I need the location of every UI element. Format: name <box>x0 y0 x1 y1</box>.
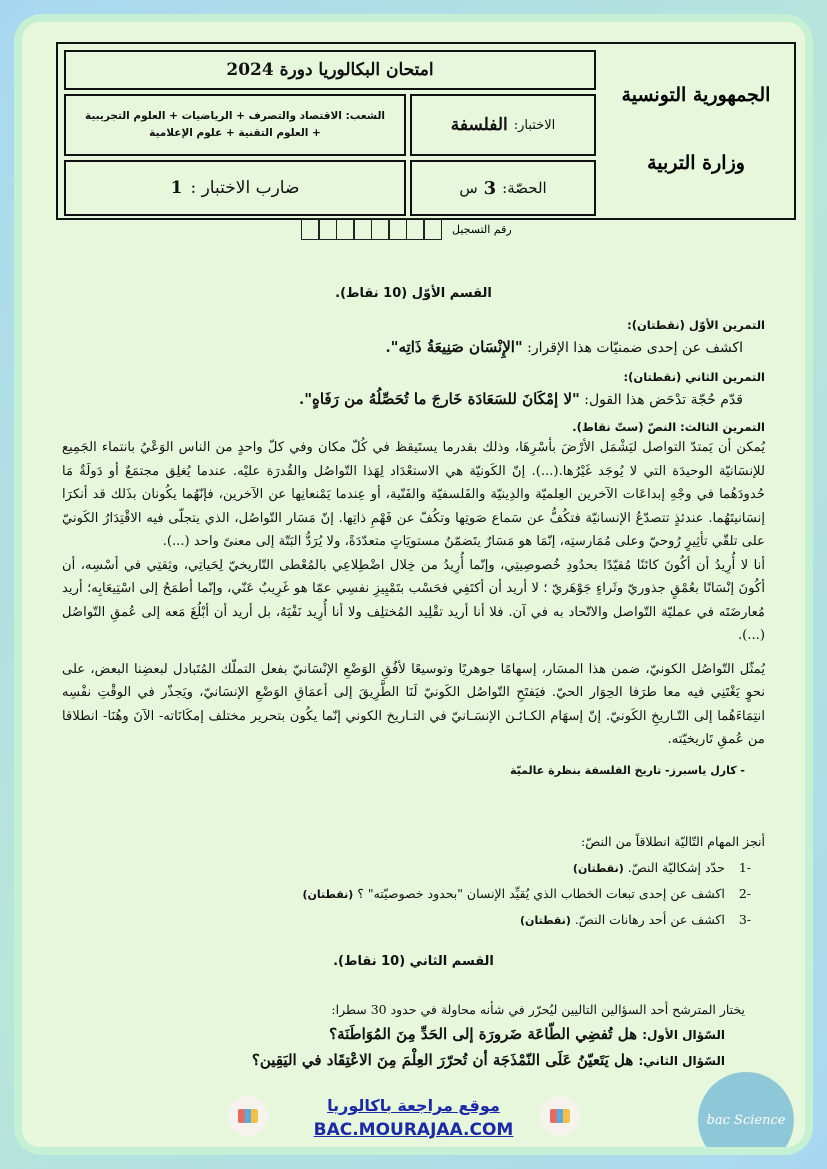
question-2 <box>62 1051 765 1069</box>
task-points: (نقطتان) <box>572 862 624 875</box>
ex1-text: اكشف عن إحدى ضمنيّات هذا الإقرار: <box>522 340 743 356</box>
site-url-link[interactable]: BAC.MOURAJAA.COM <box>313 1120 514 1140</box>
duration-label: الحصّة: <box>502 179 547 197</box>
ex3-title: التمرين الثالث: النصّ (ستّ نقاط). <box>572 420 765 434</box>
task-item <box>62 912 765 927</box>
part1-title-wrap <box>62 286 765 301</box>
exam-header <box>56 42 796 220</box>
q2-text: هل يَتَعيّنُ عَلَى النّمْذَجَة أن تُحرّرَ العِلْمَ مِنَ الاعْتِقَاد في اليَقِين؟ <box>251 1051 639 1069</box>
part2-questions <box>62 1002 765 1069</box>
task-text: حدّد إشكاليّة النصّ. <box>623 860 725 875</box>
task-points: (نقطتان) <box>302 888 354 901</box>
duration-value: 3 <box>483 177 497 199</box>
task-points: (نقطتان) <box>520 914 571 927</box>
tasks-section <box>62 834 765 927</box>
task-item <box>62 886 765 901</box>
text-paragraph-1: يُمكن أن يَمتدّ التواصل ليَشْمَل الأرْضَ بأسْرِهَا، وذلك بقدرما يستَيقظ في كُلّ مكان وفي كلّ واحدٍ من الناس الوَعْيُ بانتماء الجَمِيع للإنسَانيّة الوحيدَة التي لا يُوجَد غَيْرُها.(...). إنّ الكَونيّة هي الاستعْدَاد لِهَذا التّواصُل والقُدرَة عليْه. عندما يُغلِق مجتمَعٌ أو دَولَةٌ مَا حُدودَهُما في وجْهِ إبداعَات الآخرين العِلميّة والدِينيّة والفَلسفيّة والفَنّية، أو عِندما يَمْنعانِها عن الآخرين، فإنّهُما يكُونان بذَلك قد أنكرَا إنسَانيتَهُما. عندئذٍ تتصدّعُ الإنسانيّة فتكُفُّ عن سَماع صَوتِها وتكُفّ عن فَهْمِ ذاتِها. إنّ مَسَار التّواصُل، الذي يتجلّى فيه الاقْتِدَارُ الكَونيّ على تلقّي تأثِيرٍ رُوحيّ وعلى مُمَارستِه، إنّمَا هو مَسَارٌ يتَضمّنُ مستويَاتٍ متعدّدَةً، ولا يُرَدُّ البَتّة إلى معنىً واحد (...). <box>62 440 765 549</box>
task-text: اكشف عن إحدى تبعات الخطاب الذي يُقيِّد الإنسان "بحدود خصوصيّته" ؟ <box>353 886 725 901</box>
ministry-title: وزارة التربية <box>647 152 745 174</box>
ex1-title: التمرين الأوّل (نقطتان): <box>627 318 765 332</box>
task-number: -1 <box>738 860 751 875</box>
coefficient-cell <box>64 160 406 216</box>
branches-line-1: الشعب: الاقتصاد والتصرف + الرياضيات + العلوم التجريبية <box>84 110 386 123</box>
branches-cell <box>64 94 406 156</box>
registration-label: رقم التسجيل <box>452 222 512 236</box>
badge-text: bac Science <box>706 1112 786 1128</box>
task-item <box>62 860 765 875</box>
duration-unit: س <box>459 179 478 197</box>
ex2-quote: "لا إمْكَانَ للسَعَادَة خَارجَ ما تُحَصِّلُهُ من رَفَاهٍ". <box>298 390 580 408</box>
part2-intro: يختار المترشح أحد السؤالين التاليين ليُحرّر في شأنه محاولة في حدود 30 سطرا: <box>331 1002 745 1017</box>
task-text: اكشف عن أحد رهانات النصّ. <box>570 912 725 927</box>
question-1 <box>62 1025 765 1043</box>
task-number: -2 <box>738 886 751 901</box>
text-paragraph-3: يُمثّل التّواصُل الكونيّ، ضمن هذا المسَار، إسهامًا جوهريًا وتوسيعًا لأفُقِ الوَضْعِ الإنْسَانيّ بفعل التملّك المُتَبادل لبعضِنا البعض، على نحوٍ يَغْتَنِي فيه معا طرَفا الحِوَار الحيّ. فيَفتَحِ التّواصُل الكَونيّ لَنَا الطَّرِيقَ إلى أعمَاقِ الوَضْعِ الإنسَانيّ، ويَجذّر في الوقْتِ نفْسِه انتِمَاءَهُما إلى التّـاريخِ الكَونيّ. إنّ إسهَام الكـائـن الإنسَـانيّ في التـاريخ الكوني إنّما يكُون بتحرير مختلف إمكَانَاته- الآنَ وهُنَا- انطلاقا من عُمقِ تَاريخيّته. <box>62 661 765 747</box>
registration-number <box>302 218 512 240</box>
exam-title: امتحان البكالوريا دورة 2024 <box>64 50 596 90</box>
ex2-body <box>62 390 765 408</box>
ex2-title: التمرين الثاني (نقطتان): <box>623 370 765 384</box>
coefficient-value: 1 <box>170 178 183 198</box>
site-name-link[interactable]: موقع مراجعة باكالوريا <box>327 1096 500 1115</box>
text-paragraph-2: أنا لا أُرِيدُ أن أكُونَ كائنًا مُقيّدًا بحدُودِ خُصوصِيتِي، وإنّما أُرِيدُ من خِلال اضْطِلاعِي بالمُعْطى التّاريخيّ لِحَياتِي، وثِقتِي في أسْسِه، أن أكُونَ إنْسَانًا بعُمْقٍ جذوريّ وثَراءٍ جَوْهَريّ ؛ لا أريد أن أكتَفِي فحَسْب بتَمْيِيزِ نفسِي عمّا هو غَرِيبٌ عَنّي، وإنّما أطمَحُ إلى اسْتِيعَابِه؛ أريد مُعارضَتَه في عمليّة التّواصل والاتّحاد به في آن. فلا أنا أريد تقْلِيد المُختلِف ولا أنا أُرِيد نَفْيَهُ، بل أريد أن أبْلُغَ مَعه إلى عُمقِ التّواصُل (...). <box>62 557 765 643</box>
subject-value: الفلسفة <box>450 115 508 135</box>
ex2-text: قدّم حُجّة تدْحَض هذا القول: <box>579 392 743 408</box>
coefficient-label: ضارب الاختبار : <box>190 178 300 198</box>
duration-cell <box>410 160 596 216</box>
q1-label: السّؤال الأول: <box>642 1028 725 1042</box>
republic-title: الجمهورية التونسية <box>621 84 771 106</box>
task-number: -3 <box>738 912 751 927</box>
exercise-2 <box>62 370 765 408</box>
bac-science-badge <box>698 1072 794 1147</box>
ex1-quote: "الإِنْسَان صَنِيعَةُ ذَاتِه". <box>385 338 523 356</box>
tasks-intro: أنجز المهام التّاليّة انطلاقاً من النصّ: <box>581 834 765 849</box>
part1-title: القسم الأوّل (10 نقاط). <box>335 286 492 301</box>
branches-line-2: + العلوم التقنية + علوم الإعلامية <box>149 127 321 139</box>
q2-label: السّؤال الثاني: <box>638 1054 725 1068</box>
part2-title: القسم الثاني (10 نقاط). <box>333 954 494 969</box>
exercise-3 <box>62 420 765 777</box>
exercise-1 <box>62 318 765 356</box>
part2-title-wrap <box>62 954 765 969</box>
subject-cell <box>410 94 596 156</box>
registration-boxes[interactable] <box>302 218 442 240</box>
q1-text: هل تُفضِي الطّاعَة ضَرورَة إلى الحَدِّ مِنَ المُوَاطَنَة؟ <box>329 1025 643 1043</box>
ex1-body <box>62 338 765 356</box>
subject-label: الاختبار: <box>513 117 556 133</box>
text-author: - كارل ياسبرز- تاريخ الفلسفة بنظرة عالميّة <box>510 763 745 777</box>
exam-page <box>22 22 805 1147</box>
